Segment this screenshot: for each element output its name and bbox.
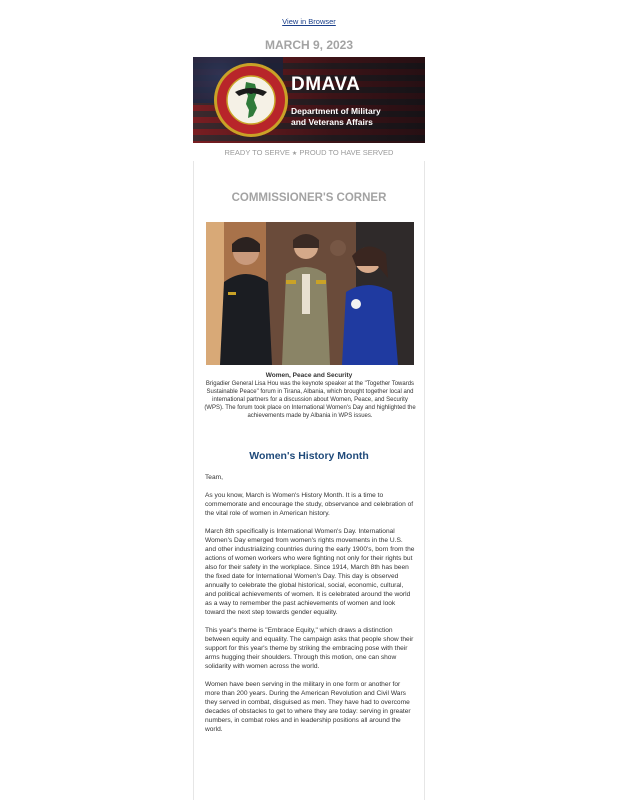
issue-date: MARCH 9, 2023 — [264, 38, 354, 52]
article-body — [205, 473, 415, 743]
banner-title: DMAVA — [291, 74, 361, 95]
womens-history-month-title: Women's History Month — [249, 450, 369, 462]
star-icon: ★ — [291, 151, 298, 157]
newsletter-content — [193, 161, 425, 800]
commissioners-corner-title: COMMISSIONER'S CORNER — [231, 192, 387, 204]
article-paragraph: March 8th specifically is International Women's Day. International Women's Day emerged from women's rights movements in the U.S. and other industrializing countries during the early 1900's, born from the actions of women workers who were fighting not only for their rights but also for their safety in the workplace. Since 1914, March 8th has been the fixed date for International Women's Day. This day is observed annually to celebrate the global historical, social, economic, cultural, and political achievements of women. It is celebrated around the world as a way to remember the past achievements of women and look toward the next step towards gender equality. — [205, 528, 415, 616]
photo-caption-title: Women, Peace and Security — [265, 372, 353, 379]
article-paragraph: Team, — [205, 474, 223, 481]
dmava-banner — [193, 57, 425, 143]
banner-subtitle-line1: Department of Military — [291, 106, 381, 116]
tagline-right: PROUD TO HAVE SERVED — [299, 148, 394, 157]
article-paragraph: As you know, March is Women's History Month. It is a time to commemorate and encourage the study, observance and celebration of the vital role of women in American history. — [205, 492, 414, 517]
article-paragraph: This year's theme is "Embrace Equity," which draws a distinction between equity and equality. The campaign asks that people show their support for this year's theme by striking the embracing pose with their arms hugging their shoulders. Through this motion, one can show solidarity with women across the world. — [205, 627, 414, 670]
tagline — [0, 148, 618, 157]
photo-caption-text: Brigadier General Lisa Hou was the keynote speaker at the "Together Towards Sustainable Peace" forum in Tirana, Albania, which brought together local and international partners for a discussion about Women, Peace, and Security (WPS). The forum took place on International Women's Day and highlighted the achievements made by Albania in WPS issues. — [204, 381, 416, 419]
women-peace-security-photo — [206, 222, 414, 365]
dmava-seal-icon — [213, 62, 289, 138]
view-in-browser-link[interactable]: View in Browser — [282, 17, 336, 26]
tagline-left: READY TO SERVE — [224, 148, 290, 157]
article-paragraph: Women have been serving in the military in one form or another for more than 200 years. During the American Revolution and Civil Wars they served in combat, disguised as men. They have had to overcome decades of obstacles to get to where they are today: serving in greater numbers, in combat roles and in leadership positions all around the world. — [205, 681, 411, 733]
banner-subtitle-line2: and Veterans Affairs — [291, 117, 373, 127]
